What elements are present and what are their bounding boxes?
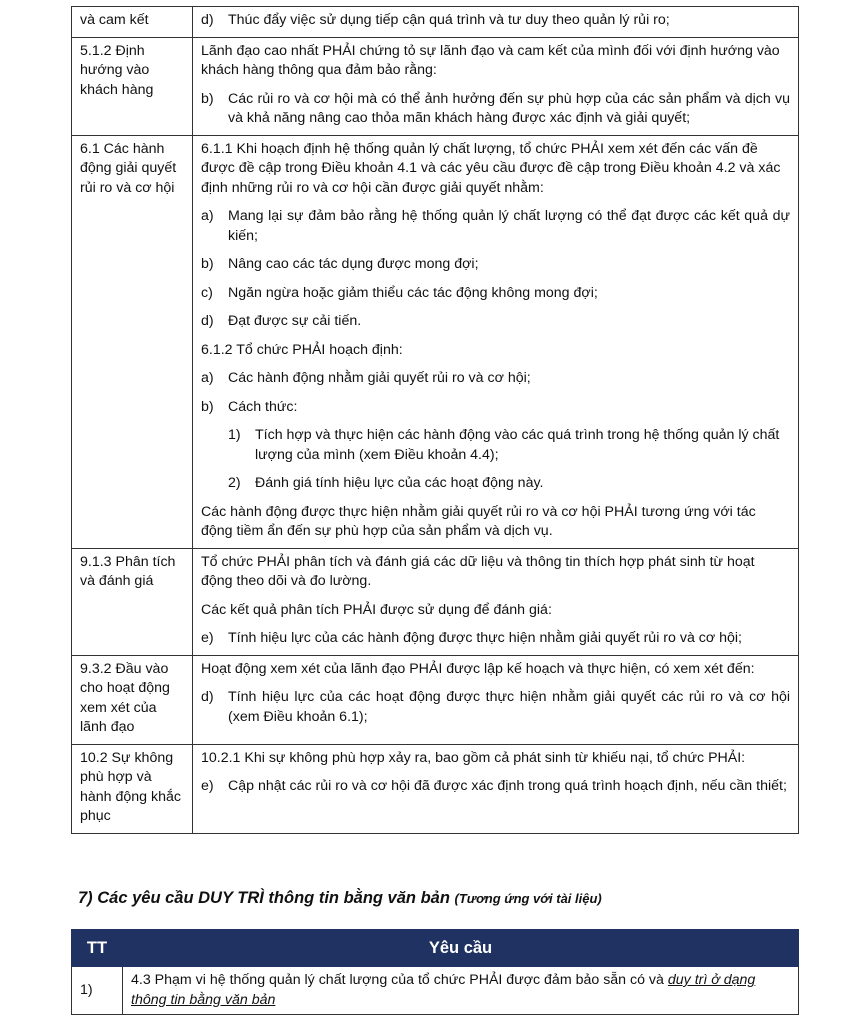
- list-item: [201, 207, 790, 246]
- table-row: [72, 744, 799, 833]
- list-item-text: Cập nhật các rủi ro và cơ hội đã được xác định trong quá trình hoạch định, nếu cần thiết;: [228, 778, 787, 794]
- header-requirement: Yêu cầu: [123, 930, 799, 967]
- list-item-label: a): [201, 370, 214, 386]
- list-item-label: b): [201, 256, 214, 272]
- row-number: 1): [72, 967, 123, 1015]
- paragraph: 6.1.2 Tổ chức PHẢI hoạch định:: [201, 341, 403, 358]
- sub-list-item: [228, 474, 790, 494]
- list-item: [201, 688, 790, 727]
- section-7-note: (Tương ứng với tài liệu): [454, 891, 602, 906]
- paragraph: 10.2.1 Khi sự không phù hợp xảy ra, bao gồm cả phát sinh từ khiếu nại, tổ chức PHẢI:: [201, 749, 746, 766]
- list-item-text: Nâng cao các tác dụng được mong đợi;: [228, 256, 479, 272]
- list-item-text: Cách thức:: [228, 398, 298, 415]
- list-item-label: c): [201, 284, 213, 301]
- list-item-label: d): [201, 12, 214, 28]
- list-item: [201, 255, 790, 275]
- requirement-cell: [193, 548, 799, 655]
- list-item-label: d): [201, 689, 214, 705]
- list-item: [201, 369, 790, 389]
- table-header-row: [72, 930, 799, 967]
- list-item-text: Đánh giá tính hiệu lực của các hoạt động này.: [255, 475, 544, 491]
- clause-cell: 9.1.3 Phân tích và đánh giá: [72, 548, 193, 655]
- list-item: [201, 312, 790, 332]
- list-item-label: 1): [228, 427, 241, 443]
- requirements-table: [71, 6, 799, 834]
- list-item-label: a): [201, 208, 214, 224]
- list-item-label: d): [201, 313, 214, 329]
- list-item: [201, 90, 790, 129]
- row-requirement-underlined: duy trì ở dạng thông tin bằng văn bản: [131, 972, 756, 1008]
- table-row: [72, 548, 799, 655]
- requirement-cell: [193, 744, 799, 833]
- section-7-heading: [78, 889, 602, 908]
- row-requirement-text: 4.3 Phạm vi hệ thống quản lý chất lượng của tổ chức PHẢI được đảm bảo sẵn có và: [131, 972, 668, 988]
- clause-cell: 6.1 Các hành động giải quyết rủi ro và cơ hội: [72, 135, 193, 548]
- table-row: [72, 135, 799, 548]
- clause-cell: 10.2 Sự không phù hợp và hành động khắc phục: [72, 744, 193, 833]
- clause-cell: 5.1.2 Định hướng vào khách hàng: [72, 37, 193, 135]
- list-item-text: Ngăn ngừa hoặc giảm thiểu các tác động không mong đợi;: [228, 284, 598, 301]
- table-row: [72, 7, 799, 38]
- requirement-cell: [193, 37, 799, 135]
- clause-cell: 9.3.2 Đầu vào cho hoạt động xem xét của lãnh đạo: [72, 655, 193, 744]
- list-item-text: Thúc đẩy việc sử dụng tiếp cận quá trình và tư duy theo quản lý rủi ro;: [228, 12, 670, 28]
- sub-list-item: [228, 426, 790, 465]
- list-item-text: Tính hiệu lực của các hoạt động được thực hiện nhằm giải quyết các rủi ro và cơ hội (xem Điều khoản 6.1);: [228, 689, 790, 725]
- paragraph: Lãnh đạo cao nhất PHẢI chứng tỏ sự lãnh đạo và cam kết của mình đối với định hướng vào khách hàng thông qua đảm bảo rằng:: [201, 42, 780, 78]
- list-item-text: Tích hợp và thực hiện các hành động vào các quá trình trong hệ thống quản lý chất lượng của mình (xem Điều khoản 4.4);: [255, 427, 780, 463]
- table-row: [72, 655, 799, 744]
- table-row: [72, 37, 799, 135]
- list-item: [201, 284, 790, 304]
- row-requirement: [123, 967, 799, 1015]
- section-7-title: 7) Các yêu cầu DUY TRÌ thông tin bằng văn bản: [78, 889, 450, 907]
- list-item-label: e): [201, 630, 214, 646]
- list-item-label: b): [201, 90, 214, 107]
- list-item-label: 2): [228, 475, 241, 491]
- requirement-cell: [193, 135, 799, 548]
- list-item-text: Mang lại sự đảm bảo rằng hệ thống quản lý chất lượng có thể đạt được các kết quả dự kiến;: [228, 208, 790, 244]
- requirement-cell: [193, 7, 799, 38]
- list-item-text: Các rủi ro và cơ hội mà có thể ảnh hưởng đến sự phù hợp của các sản phẩm và dịch vụ và khả năng nâng cao thỏa mãn khách hàng được xác định và giải quyết;: [228, 90, 790, 126]
- paragraph: 6.1.1 Khi hoạch định hệ thống quản lý chất lượng, tổ chức PHẢI xem xét đến các vấn đề được đề cập trong Điều khoản 4.1 và các yêu cầu được đề cập trong Điều khoản 4.2 và xác định những rủi ro và cơ hội cần được giải quyết nhằm:: [201, 140, 781, 196]
- requirement-cell: [193, 655, 799, 744]
- list-item-text: Đạt được sự cải tiến.: [228, 313, 362, 329]
- paragraph: Hoạt động xem xét của lãnh đạo PHẢI được lập kế hoạch và thực hiện, có xem xét đến:: [201, 660, 755, 677]
- list-item: [201, 777, 790, 797]
- list-item-label: e): [201, 778, 214, 794]
- documented-info-table: [71, 929, 799, 1015]
- paragraph: Các kết quả phân tích PHẢI được sử dụng để đánh giá:: [201, 601, 552, 618]
- list-item-text: Các hành động nhằm giải quyết rủi ro và cơ hội;: [228, 370, 531, 386]
- list-item-text: Tính hiệu lực của các hành động được thực hiện nhằm giải quyết rủi ro và cơ hội;: [228, 630, 742, 646]
- list-item: [201, 629, 790, 649]
- paragraph: Tổ chức PHẢI phân tích và đánh giá các dữ liệu và thông tin thích hợp phát sinh từ hoạt động theo dõi và đo lường.: [201, 553, 755, 589]
- clause-cell: và cam kết: [72, 7, 193, 38]
- list-item: [201, 398, 790, 418]
- list-item-label: b): [201, 398, 214, 415]
- table-row: [72, 967, 799, 1015]
- list-item: [201, 11, 790, 31]
- header-tt: TT: [72, 930, 123, 967]
- paragraph: Các hành động được thực hiện nhằm giải quyết rủi ro và cơ hội PHẢI tương ứng với tác động tiềm ẩn đến sự phù hợp của sản phẩm và dịch vụ.: [201, 503, 756, 539]
